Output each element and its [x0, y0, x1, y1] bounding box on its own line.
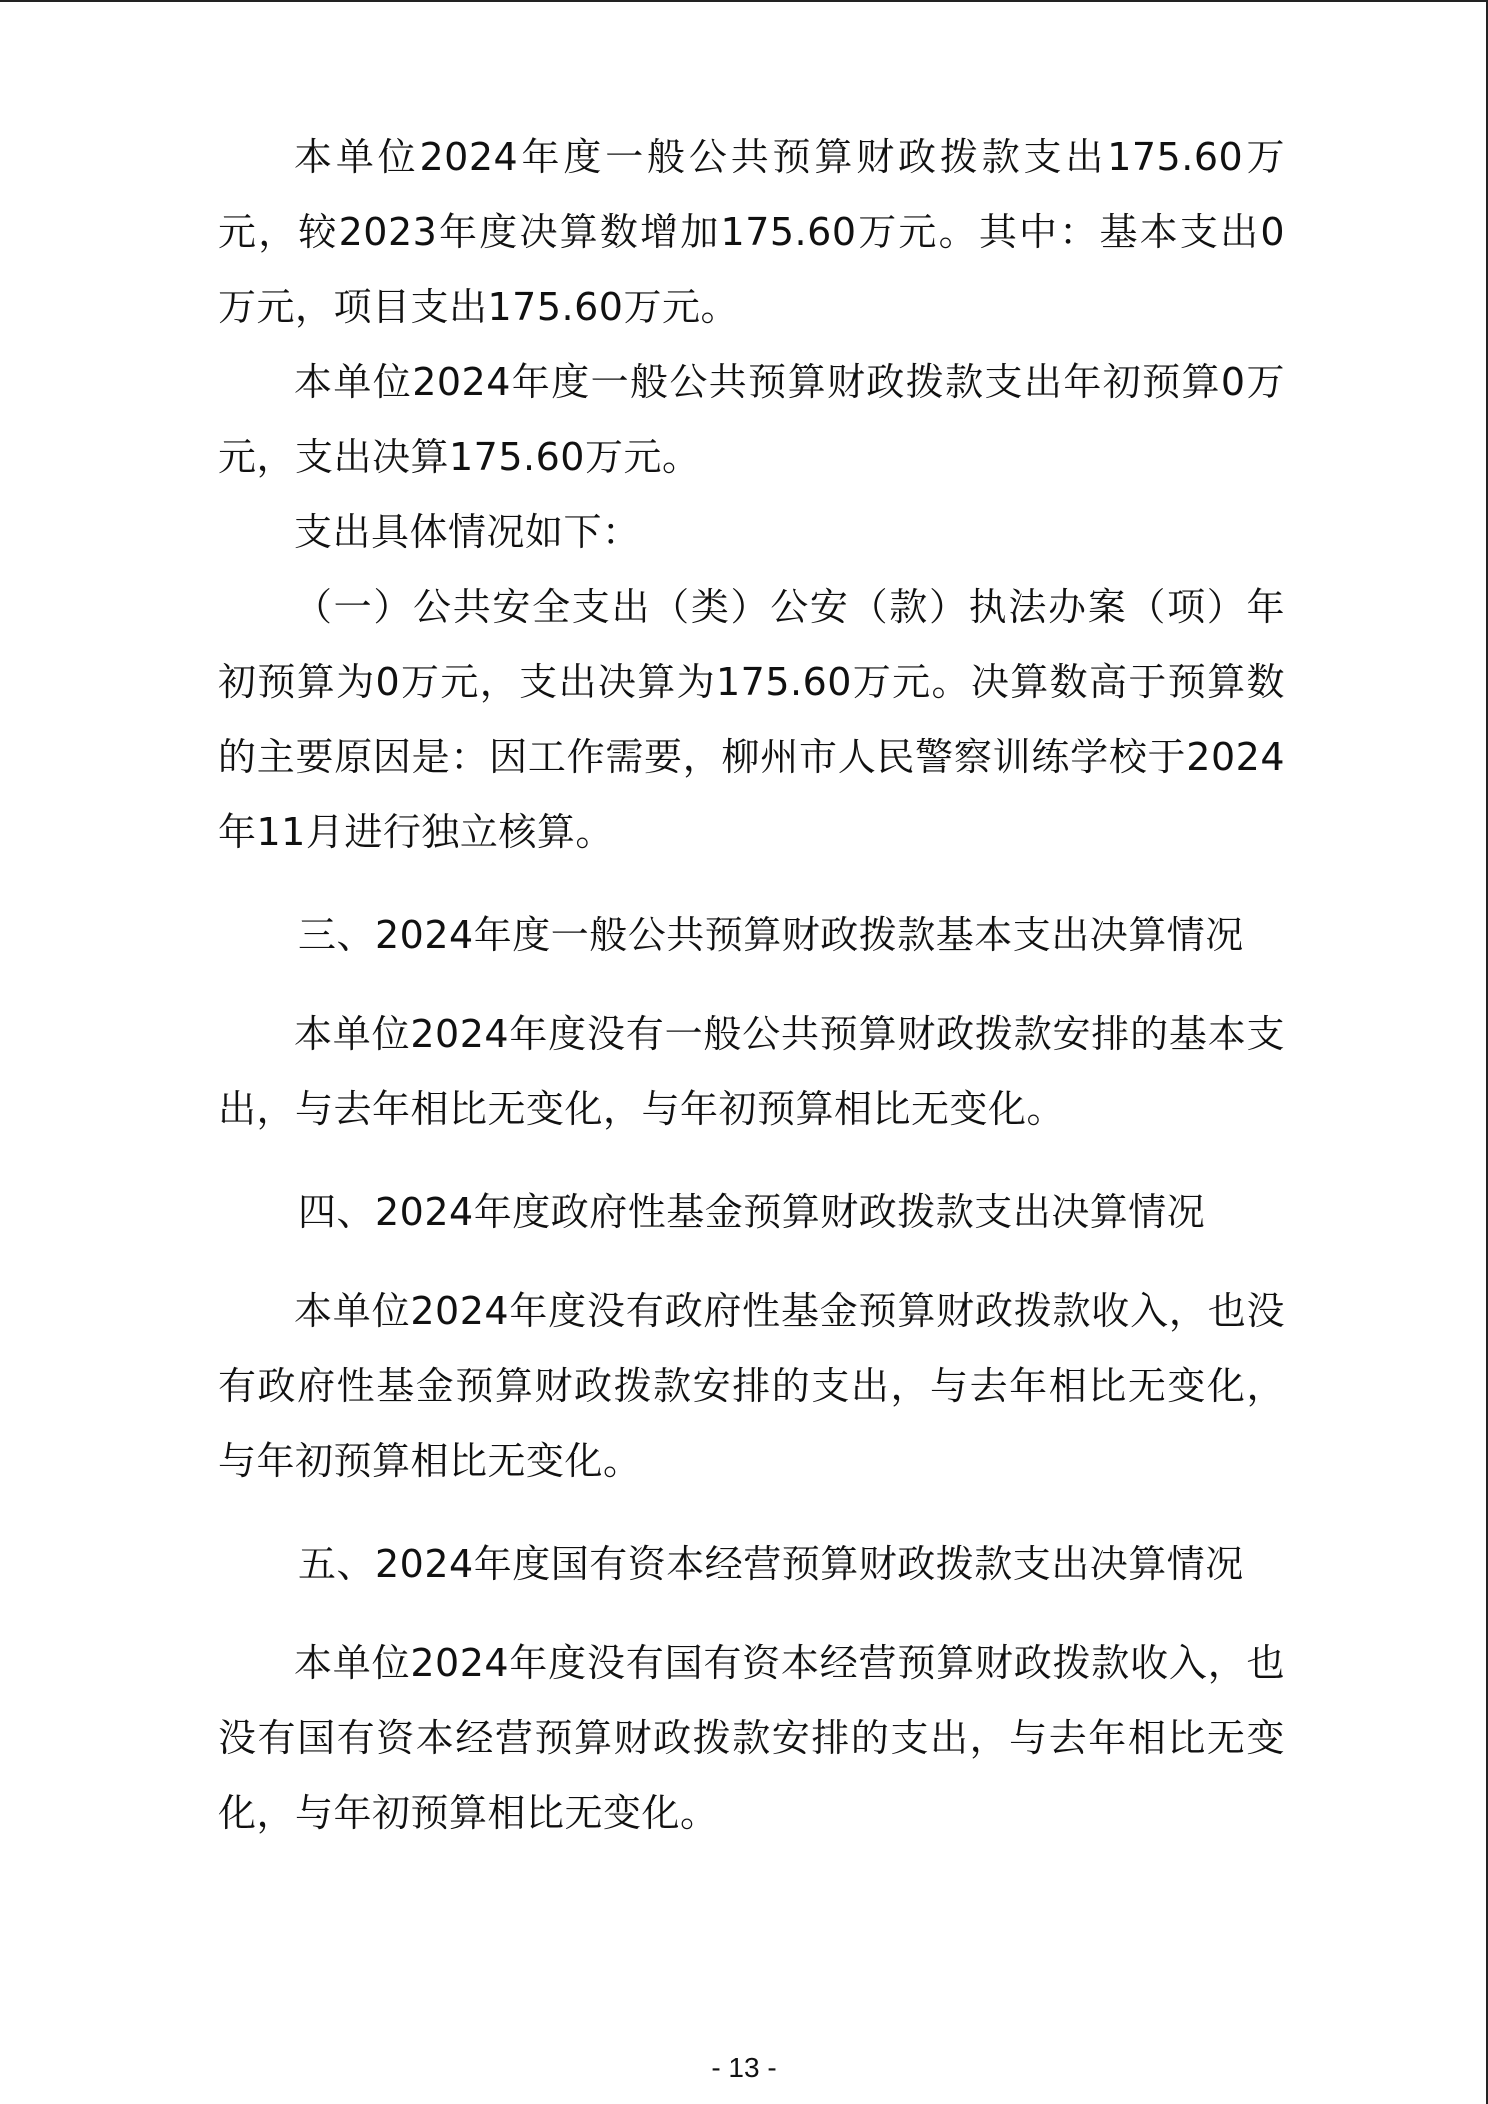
- paragraph-expenditure-total: 本单位2024年度一般公共预算财政拨款支出175.60万元，较2023年度决算数增加175.60万元。其中：基本支出0万元，项目支出175.60万元。: [218, 135, 1285, 329]
- page-content: [218, 120, 1285, 1851]
- section-body-state-capital: 本单位2024年度没有国有资本经营预算财政拨款收入，也没有国有资本经营预算财政拨款安排的支出，与去年相比无变化，与年初预算相比无变化。: [218, 1641, 1285, 1835]
- section-heading-state-capital: 五、2024年度国有资本经营预算财政拨款支出决算情况: [298, 1542, 1244, 1586]
- section-body-basic-expenditure: 本单位2024年度没有一般公共预算财政拨款安排的基本支出，与去年相比无变化，与年初预算相比无变化。: [218, 1012, 1285, 1131]
- page-number: - 13 -: [711, 2052, 777, 2083]
- section-body-government-fund: 本单位2024年度没有政府性基金预算财政拨款收入，也没有政府性基金预算财政拨款安排的支出，与去年相比无变化，与年初预算相比无变化。: [218, 1289, 1285, 1483]
- paragraph-details-intro: 支出具体情况如下：: [294, 510, 641, 554]
- paragraph-public-security: （一）公共安全支出（类）公安（款）执法办案（项）年初预算为0万元，支出决算为175.60万元。决算数高于预算数的主要原因是：因工作需要，柳州市人民警察训练学校于2024年11月进行独立核算。: [218, 585, 1285, 854]
- section-heading-basic-expenditure: 三、2024年度一般公共预算财政拨款基本支出决算情况: [298, 913, 1244, 957]
- section-heading-government-fund: 四、2024年度政府性基金预算财政拨款支出决算情况: [298, 1190, 1206, 1234]
- paragraph-budget-vs-final: 本单位2024年度一般公共预算财政拨款支出年初预算0万元，支出决算175.60万元。: [218, 360, 1285, 479]
